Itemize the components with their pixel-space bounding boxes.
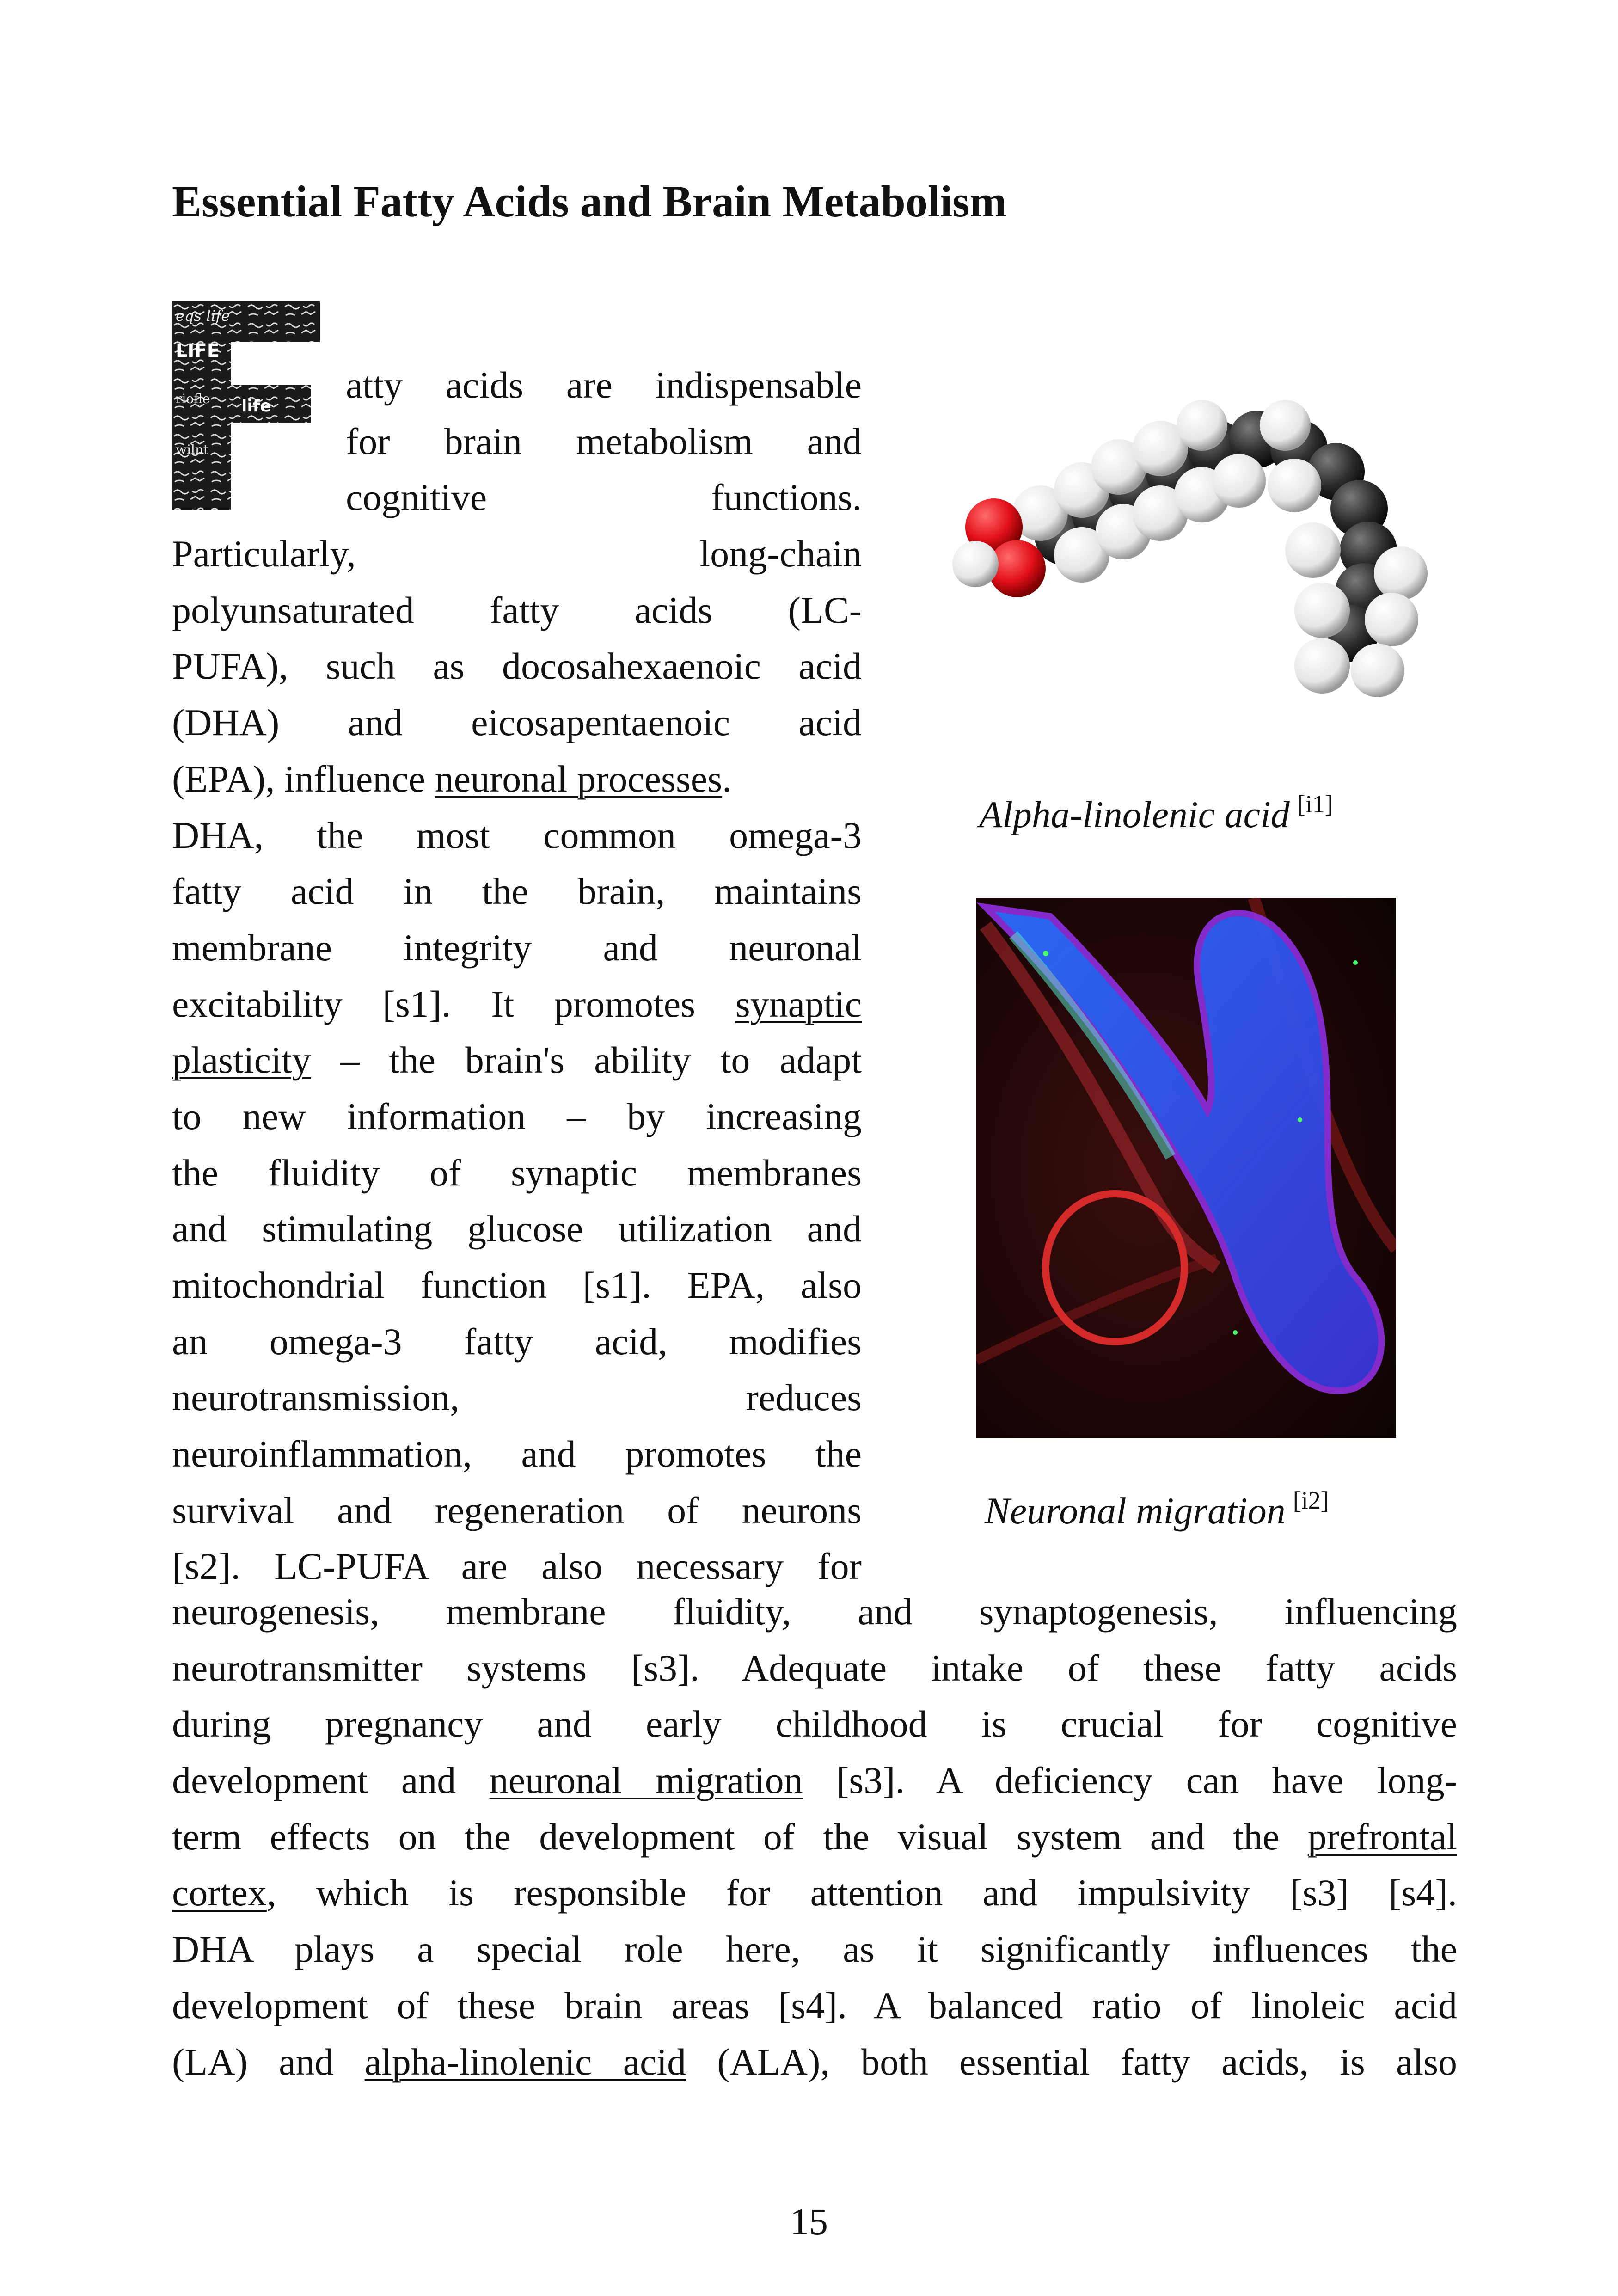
link-alpha-linolenic-acid[interactable]: alpha-linolenic acid [364,2040,686,2083]
text-line: development and neuronal migration [s3]. A deficiency can have long- [172,1759,1457,1802]
body-text-wide [172,1584,1457,2090]
molecule-image [943,398,1447,731]
page-title: Essential Fatty Acids and Brain Metabolism [172,177,1007,226]
text-line: development of these brain areas [s4]. A balanced ratio of linoleic acid [172,1984,1457,2026]
text-line: cognitive functions. [346,476,862,519]
text-line: during pregnancy and early childhood is crucial for cognitive [172,1703,1457,1745]
text-line: an omega-3 fatty acid, modifies [172,1320,862,1363]
svg-text:LIFE: LIFE [176,340,220,362]
figure-caption-2: Neuronal migration [i2] [985,1486,1329,1532]
text-line: the fluidity of synaptic membranes [172,1151,862,1194]
svg-text:life: life [241,397,271,416]
image-ref-i2[interactable]: [i2] [1293,1486,1329,1514]
text-line: neurotransmitter systems [s3]. Adequate intake of these fatty acids [172,1646,1457,1689]
text-line: survival and regeneration of neurons [172,1489,862,1531]
text-line: (LA) and alpha-linolenic acid (ALA), both essential fatty acids, is also [172,2040,1458,2083]
link-prefrontal-cortex-cont[interactable]: cortex [172,1872,267,1914]
link-neuronal-processes[interactable]: neuronal processes [435,757,723,800]
svg-text:wilnt: wilnt [176,442,209,457]
image-ref-i1[interactable]: [i1] [1297,790,1333,818]
figure-caption-1: Alpha-linolenic acid [i1] [979,790,1333,835]
neuron-micrograph-image [976,898,1396,1438]
text-line: polyunsaturated fatty acids (LC- [172,589,862,631]
text-line: for brain metabolism and [346,420,862,462]
text-line: DHA plays a special role here, as it significantly influences the [172,1928,1457,1971]
text-line: and stimulating glucose utilization and [172,1208,862,1250]
text-line: Particularly, long-chain [172,533,862,575]
text-line: DHA, the most common omega-3 [172,814,862,856]
link-synaptic-plasticity[interactable]: synaptic [735,982,862,1025]
text-line: plasticity – the brain's ability to adapt [172,1039,862,1081]
text-line: neuroinflammation, and promotes the [172,1433,862,1475]
link-neuronal-migration[interactable]: neuronal migration [489,1759,803,1802]
svg-text:eqs life: eqs life [176,307,230,325]
body-text-narrow [172,357,862,1595]
text-line: membrane integrity and neuronal [172,926,862,969]
text-line: neurogenesis, membrane fluidity, and synaptogenesis, influencing [172,1590,1457,1633]
text-line: mitochondrial function [s1]. EPA, also [172,1264,862,1306]
text-line: neurotransmission, reduces [172,1376,862,1419]
text-line: PUFA), such as docosahexaenoic acid [172,645,862,688]
text-line: atty acids are indispensable [346,364,862,406]
text-line: fatty acid in the brain, maintains [172,870,862,913]
text-line: term effects on the development of the visual system and the prefrontal [172,1815,1457,1858]
link-prefrontal-cortex[interactable]: prefrontal [1307,1815,1457,1858]
text-line: (DHA) and eicosapentaenoic acid [172,701,862,744]
svg-text:riofle: riofle [176,391,210,406]
text-line: excitability [s1]. It promotes synaptic [172,982,862,1025]
page-number: 15 [790,2200,828,2242]
text-line: (EPA), influence neuronal processes. [172,757,732,800]
text-line: to new information – by increasing [172,1095,862,1137]
text-line: [s2]. LC-PUFA are also necessary for [172,1545,862,1588]
link-synaptic-plasticity-cont[interactable]: plasticity [172,1039,311,1081]
text-line: cortex, which is responsible for attention and impulsivity [s3] [s4]. [172,1872,1457,1914]
